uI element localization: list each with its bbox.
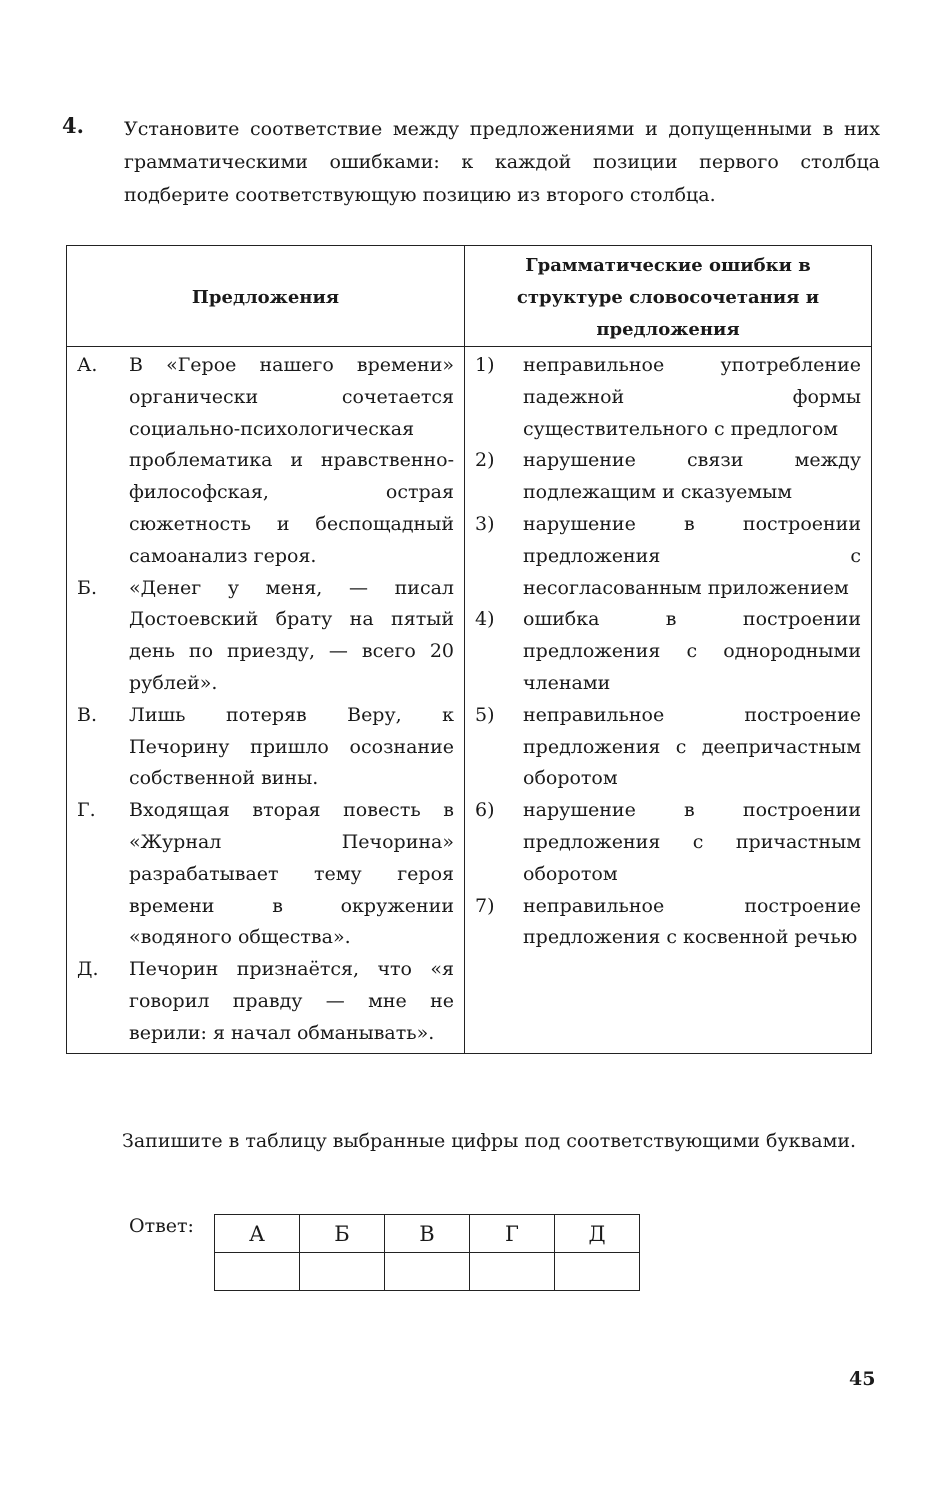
- error-label: 2): [475, 449, 495, 472]
- error-item: [475, 445, 861, 509]
- error-text: нарушение в построении предложения с несогласованным приложением: [523, 512, 861, 599]
- sentence-text: В «Герое нашего времени» органически сочетается социально-психологическая проблематика и нравственно-философская, острая сюжетность и беспощадный самоанализ героя.: [129, 354, 454, 567]
- answer-column-header: Г: [470, 1215, 555, 1253]
- sentence-item: [77, 350, 454, 573]
- sentences-header: Предложения: [67, 246, 465, 347]
- answer-cell[interactable]: [470, 1253, 555, 1291]
- error-text: нарушение связи между подлежащим и сказуемым: [523, 449, 861, 504]
- task-text: Установите соответствие между предложениями и допущенными в них грамматическими ошибками: к каждой позиции первого столбца подберите соответствующую позицию из второго столбца.: [124, 118, 880, 206]
- answer-label: Ответ:: [129, 1215, 194, 1237]
- sentence-text: Лишь потеряв Веру, к Печорину пришло осознание собственной вины.: [129, 703, 454, 790]
- sentence-text: «Денег у меня, — писал Достоевский брату на пятый день по приезду, — всего 20 рублей».: [129, 576, 454, 694]
- sentence-item: [77, 954, 454, 1049]
- error-text: нарушение в построении предложения с причастным оборотом: [523, 799, 861, 885]
- sentence-label: Б.: [77, 576, 98, 599]
- sentence-text: Печорин признаётся, что «я говорил правду — мне не верили: я начал обманывать».: [129, 958, 454, 1044]
- answer-column-header: А: [215, 1215, 300, 1253]
- error-item: [475, 891, 861, 955]
- page-number: 45: [849, 1368, 876, 1390]
- sentence-label: Д.: [77, 958, 99, 981]
- error-item: [475, 795, 861, 890]
- answer-cell[interactable]: [300, 1253, 385, 1291]
- sentences-column: [67, 347, 465, 1054]
- error-label: 4): [475, 608, 495, 631]
- sentence-item: [77, 795, 454, 954]
- error-text: ошибка в построении предложения с однородными членами: [523, 608, 861, 694]
- error-label: 3): [475, 512, 495, 535]
- errors-header: Грамматические ошибки в структуре словосочетания и предложения: [465, 246, 872, 347]
- error-text: неправильное построение предложения с деепричастным оборотом: [523, 703, 861, 790]
- answer-table: [214, 1214, 640, 1291]
- sentence-item: [77, 573, 454, 700]
- error-item: [475, 700, 861, 795]
- sentence-text: Входящая вторая повесть в «Журнал Печорина» разрабатывает тему героя времени в окружении «водяного общества».: [129, 799, 454, 949]
- error-label: 5): [475, 703, 495, 726]
- answer-column-header: Б: [300, 1215, 385, 1253]
- matching-table: [66, 245, 872, 1054]
- error-text: неправильное построение предложения с косвенной речью: [523, 894, 861, 949]
- sentence-item: [77, 700, 454, 795]
- error-text: неправильное употребление падежной формы существительного с предлогом: [523, 354, 861, 440]
- answer-cell[interactable]: [555, 1253, 640, 1291]
- errors-column: [465, 347, 872, 1054]
- sentence-label: Г.: [77, 799, 96, 822]
- error-label: 6): [475, 799, 495, 822]
- answer-cell[interactable]: [215, 1253, 300, 1291]
- instruction-text: Запишите в таблицу выбранные цифры под соответствующими буквами.: [122, 1130, 857, 1152]
- answer-column-header: В: [385, 1215, 470, 1253]
- error-item: [475, 604, 861, 699]
- task-number: 4.: [62, 113, 84, 138]
- answer-cell[interactable]: [385, 1253, 470, 1291]
- sentence-label: А.: [77, 354, 98, 376]
- answer-column-header: Д: [555, 1215, 640, 1253]
- error-item: [475, 350, 861, 445]
- error-item: [475, 509, 861, 604]
- error-label: 1): [475, 354, 495, 376]
- error-label: 7): [475, 894, 495, 917]
- sentence-label: В.: [77, 703, 98, 726]
